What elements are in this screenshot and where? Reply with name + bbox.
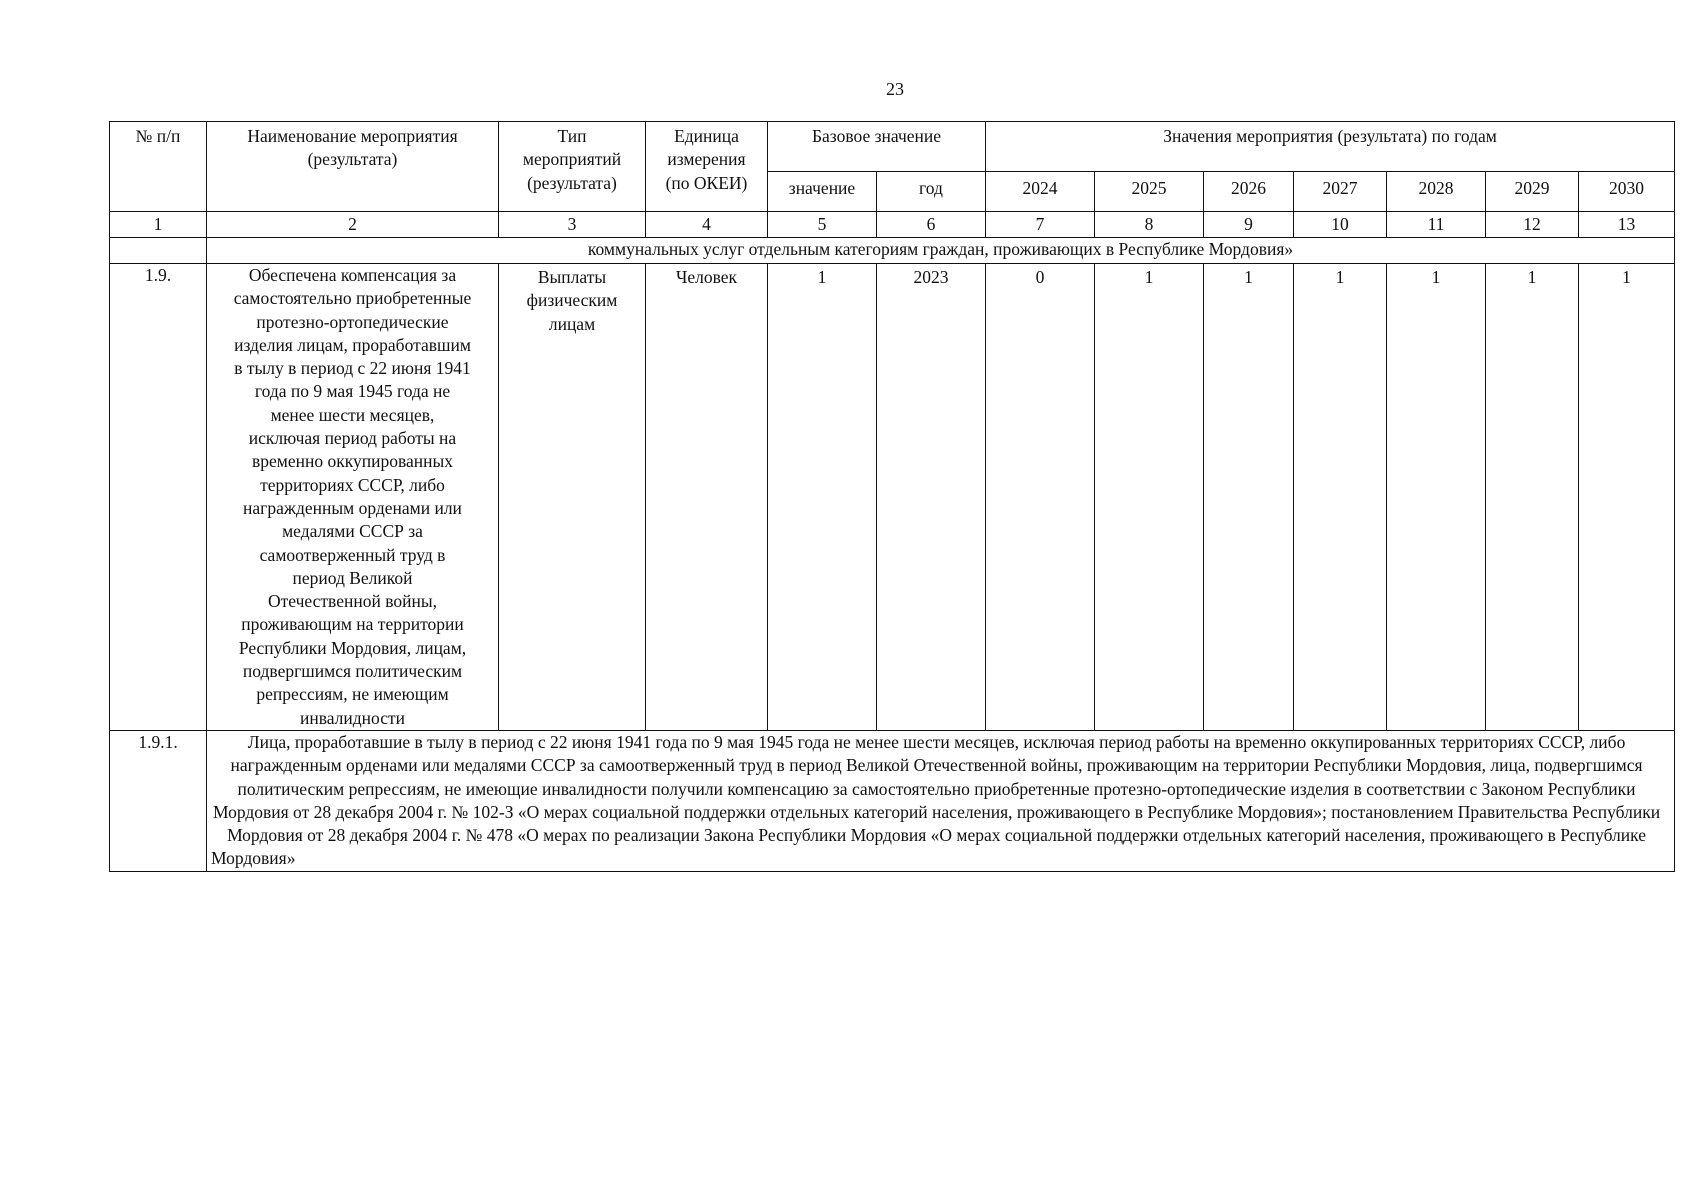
column-number: 4	[646, 212, 768, 238]
column-number: 13	[1579, 212, 1675, 238]
column-number: 8	[1095, 212, 1204, 238]
sub-row-number: 1.9.1.	[110, 730, 207, 871]
header-year-2024: 2024	[986, 172, 1095, 212]
table-row	[110, 264, 1675, 731]
column-number: 5	[768, 212, 877, 238]
row-base-year: 2023	[877, 264, 986, 731]
column-number: 12	[1486, 212, 1579, 238]
row-value-2028: 1	[1387, 264, 1486, 731]
column-number: 10	[1294, 212, 1387, 238]
row-value-2025: 1	[1095, 264, 1204, 731]
header-name: Наименование мероприятия (результата)	[207, 122, 499, 212]
column-number: 3	[499, 212, 646, 238]
header-row-1	[110, 122, 1675, 172]
header-unit: Единица измерения (по ОКЕИ)	[646, 122, 768, 212]
section-continuation-row	[110, 238, 1675, 264]
row-value-2027: 1	[1294, 264, 1387, 731]
header-year-2027: 2027	[1294, 172, 1387, 212]
header-year-2030: 2030	[1579, 172, 1675, 212]
row-value-2030: 1	[1579, 264, 1675, 731]
row-unit: Человек	[646, 264, 768, 731]
row-type: Выплаты физическим лицам	[499, 264, 646, 731]
header-years-group: Значения мероприятия (результата) по годам	[986, 122, 1675, 172]
row-value-2024: 0	[986, 264, 1095, 731]
column-number: 9	[1204, 212, 1294, 238]
column-number: 6	[877, 212, 986, 238]
header-year-2026: 2026	[1204, 172, 1294, 212]
measures-table	[109, 121, 1675, 872]
column-number: 1	[110, 212, 207, 238]
row-base-value: 1	[768, 264, 877, 731]
header-num: № п/п	[110, 122, 207, 212]
row-value-2026: 1	[1204, 264, 1294, 731]
header-year-2025: 2025	[1095, 172, 1204, 212]
header-year-2029: 2029	[1486, 172, 1579, 212]
column-number: 2	[207, 212, 499, 238]
header-year-2028: 2028	[1387, 172, 1486, 212]
section-continuation-text: коммунальных услуг отдельным категориям граждан, проживающих в Республике Мордовия»	[207, 238, 1675, 264]
sub-row-text: Лица, проработавшие в тылу в период с 22 июня 1941 года по 9 мая 1945 года не менее шести месяцев, исключая период работы на временно оккупированных территориях СССР, либо награжденным орденами или медалями СССР за самоотверженный труд в период Великой Отечественной войны, проживающим на территории Республики Мордовия, лица, подвергшимся политическим репрессиям, не имеющие инвалидности получили компенсацию за самостоятельно приобретенные протезно-ортопедические изделия в соответствии с Законом Республики Мордовия от 28 декабря 2004 г. № 102-З «О мерах социальной поддержки отдельных категорий населения, проживающего в Республике Мордовия»; постановлением Правительства Республики Мордовия от 28 декабря 2004 г. № 478 «О мерах по реализации Закона Республики Мордовия «О мерах социальной поддержки отдельных категорий населения, проживающего в Республике Мордовия»	[207, 730, 1675, 871]
row-value-2029: 1	[1486, 264, 1579, 731]
header-base-year: год	[877, 172, 986, 212]
column-number: 11	[1387, 212, 1486, 238]
page-number: 23	[886, 79, 904, 99]
header-base-group: Базовое значение	[768, 122, 986, 172]
column-number: 7	[986, 212, 1095, 238]
header-base-value: значение	[768, 172, 877, 212]
column-numbers-row	[110, 212, 1675, 238]
row-name: Обеспечена компенсация за самостоятельно приобретенные протезно-ортопедические изделия лицам, проработавшим в тылу в период с 22 июня 1941 года по 9 мая 1945 года не менее шести месяцев, исключая период работы на временно оккупированных территориях СССР, либо награжденным орденами или медалями СССР за самоотверженный труд в период Великой Отечественной войны, проживающим на территории Республики Мордовия, лицам, подвергшимся политическим репрессиям, не имеющим инвалидности	[207, 264, 499, 731]
row-number: 1.9.	[110, 264, 207, 731]
section-empty-cell	[110, 238, 207, 264]
sub-row	[110, 730, 1675, 871]
header-type: Тип мероприятий (результата)	[499, 122, 646, 212]
